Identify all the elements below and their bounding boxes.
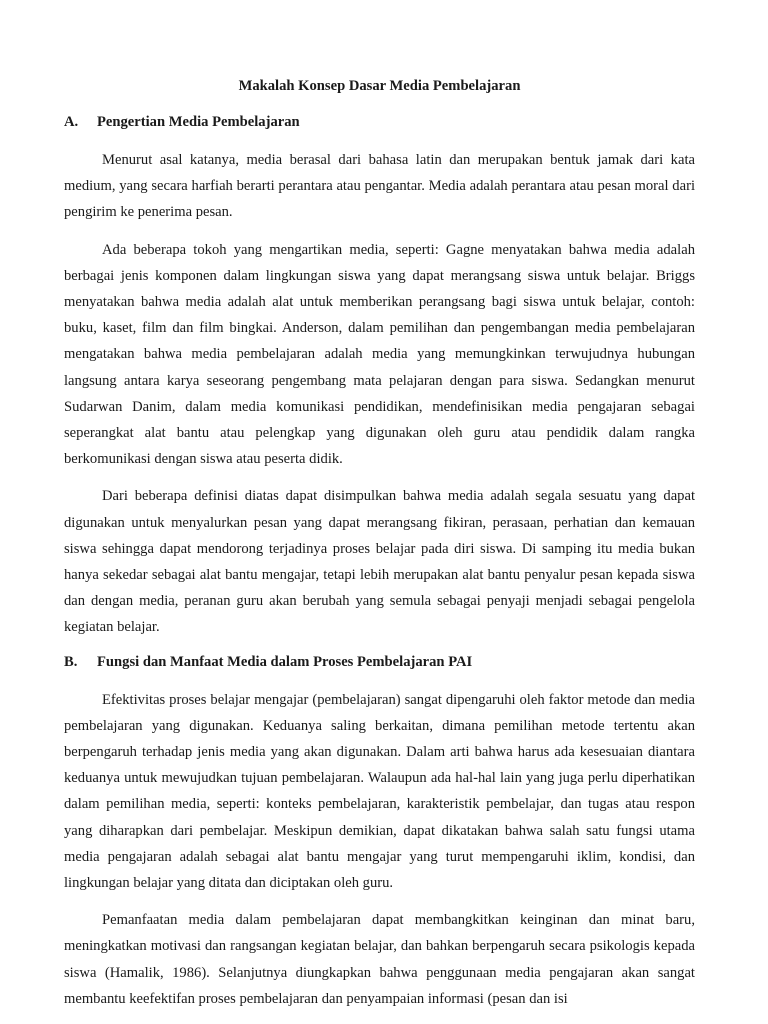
section-a-label: A. <box>64 114 79 130</box>
section-b-heading <box>64 652 695 672</box>
section-a-paragraph-3: Dari beberapa definisi diatas dapat disimpulkan bahwa media adalah segala sesuatu yang dapat digunakan untuk menyalurkan pesan yang dapat merangsang fikiran, perasaan, perhatian dan kemauan siswa sehingga dapat mendorong terjadinya proses belajar pada diri siswa. Di samping itu media bukan hanya sekedar sebagai alat bantu mengajar, tetapi lebih merupakan alat bantu penyalur pesan kepada siswa dan dengan media, peranan guru akan berubah yang semula sebagai penyaji menjadi sebagai pengelola kegiatan belajar. <box>64 488 695 636</box>
section-b-title: Fungsi dan Manfaat Media dalam Proses Pembelajaran PAI <box>97 653 473 670</box>
section-b-label: B. <box>64 653 78 670</box>
section-b-paragraph-2: Pemanfaatan media dalam pembelajaran dapat membangkitkan keinginan dan minat baru, meningkatkan motivasi dan rangsangan kegiatan belajar, dan bahkan berpengaruh secara psikologis kepada siswa (Hamalik, 1986). Selanjutnya diungkapkan bahwa penggunaan media pengajaran akan sangat membantu keefektifan proses pembelajaran dan penyampaian informasi (pesan dan isi <box>64 912 695 1007</box>
section-a-paragraph-2: Ada beberapa tokoh yang mengartikan media, seperti: Gagne menyatakan bahwa media adalah berbagai jenis komponen dalam lingkungan siswa yang dapat merangsang siswa untuk belajar. Briggs menyatakan bahwa media adalah alat untuk memberikan perangsang bagi siswa untuk belajar, contoh: buku, kaset, film dan film bingkai. Anderson, dalam pemilihan dan pengembangan media pembelajaran mengatakan bahwa media pembelajaran adalah media yang memungkinkan terwujudnya hubungan langsung antara karya seseorang pengembang mata pelajaran dengan para siswa. Sedangkan menurut Sudarwan Danim, dalam media komunikasi pendidikan, mendefinisikan media pengajaran sebagai seperangkat alat bantu atau pelengkap yang digunakan oleh guru atau pendidik dalam rangka berkomunikasi dengan siswa atau peserta didik. <box>64 241 695 468</box>
section-a-heading <box>64 112 695 132</box>
document-page <box>64 76 695 1023</box>
section-a-title: Pengertian Media Pembelajaran <box>97 114 300 130</box>
section-a-paragraph-1: Menurut asal katanya, media berasal dari bahasa latin dan merupakan bentuk jamak dari kata medium, yang secara harfiah berarti perantara atau pengantar. Media adalah perantara atau pesan moral dari pengirim ke penerima pesan. <box>64 152 695 221</box>
document-title: Makalah Konsep Dasar Media Pembelajaran <box>238 78 521 94</box>
section-b-paragraph-1: Efektivitas proses belajar mengajar (pembelajaran) sangat dipengaruhi oleh faktor metode dan media pembelajaran yang digunakan. Keduanya saling berkaitan, dimana pemilihan metode tertentu akan berpengaruh terhadap jenis media yang akan digunakan. Dalam arti bahwa harus ada kesesuaian diantara keduanya untuk mewujudkan tujuan pembelajaran. Walaupun ada hal-hal lain yang juga perlu diperhatikan dalam pemilihan media, seperti: konteks pembelajaran, karakteristik pembelajar, dan tugas atau respon yang diharapkan dari pembelajar. Meskipun demikian, dapat dikatakan bahwa salah satu fungsi utama media pengajaran adalah sebagai alat bantu mengajar yang turut mempengaruhi iklim, kondisi, dan lingkungan belajar yang ditata dan diciptakan oleh guru. <box>64 691 695 892</box>
